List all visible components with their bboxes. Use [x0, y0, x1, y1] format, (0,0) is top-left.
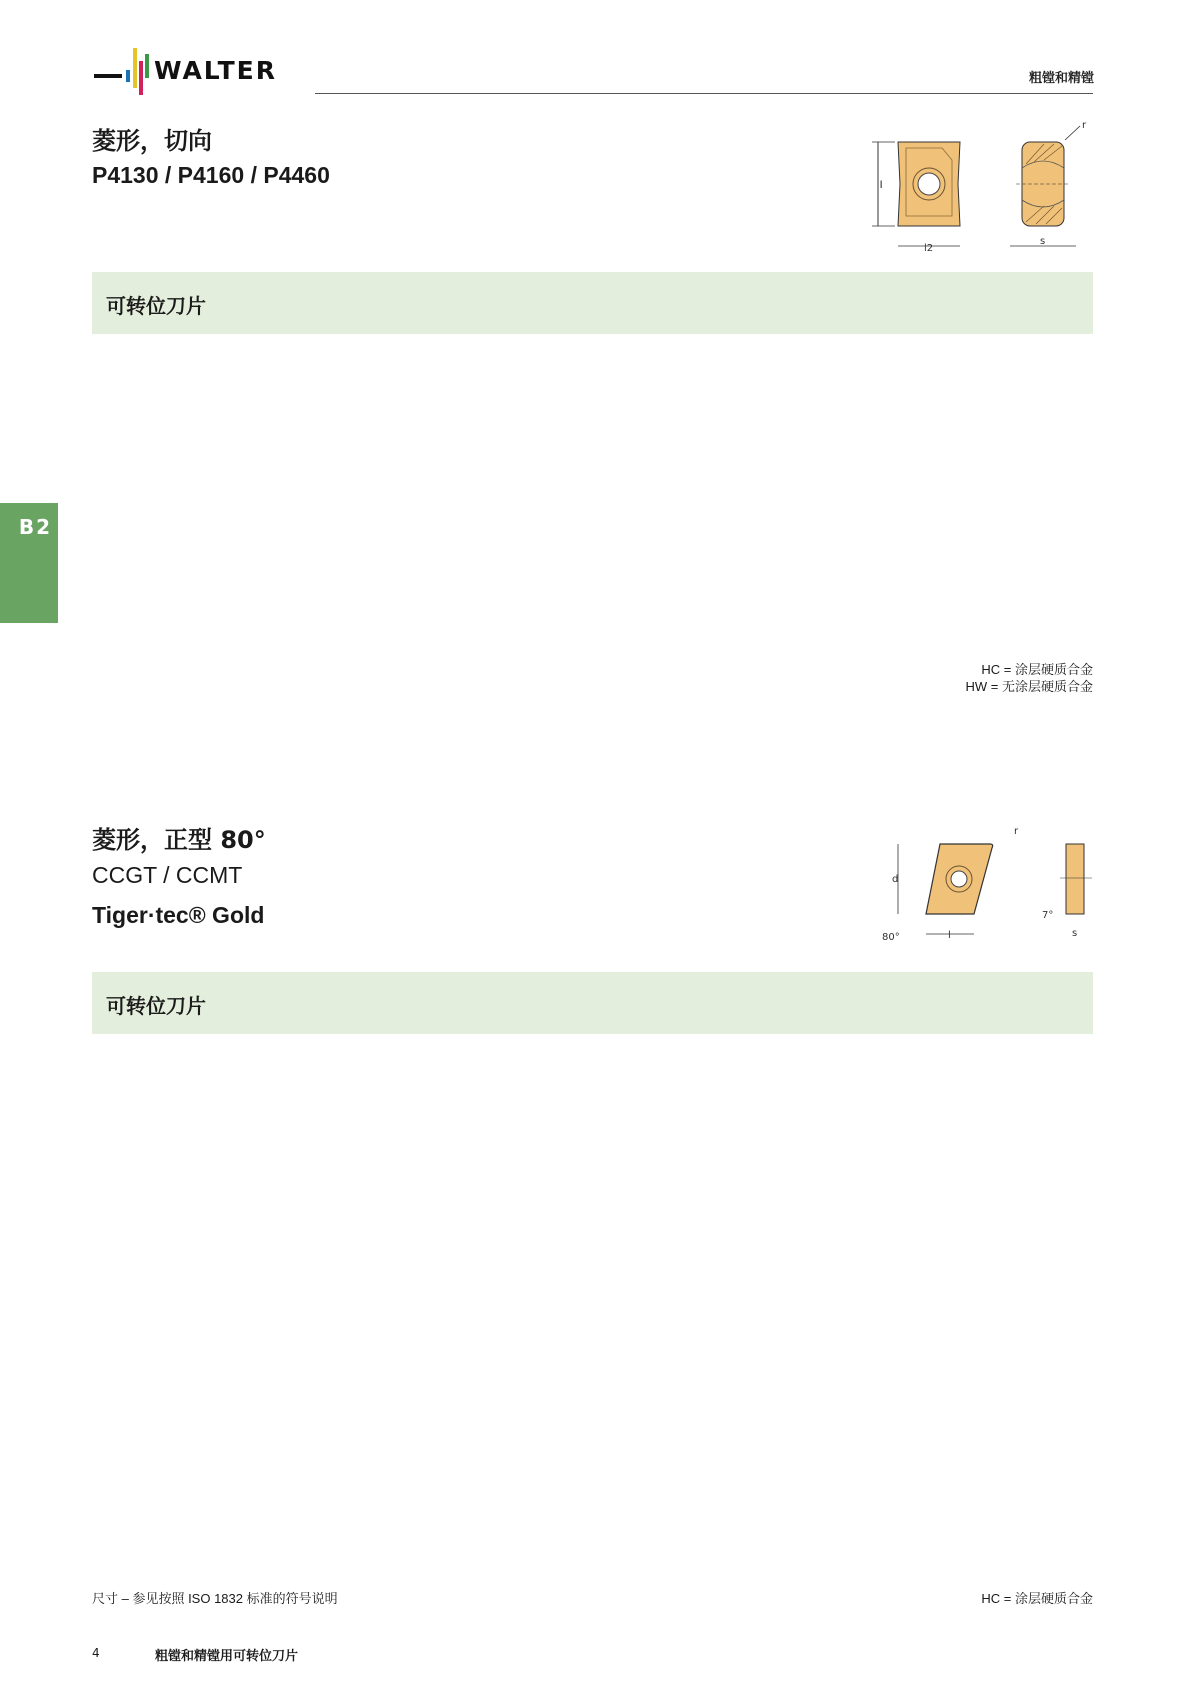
walter-logo	[92, 44, 302, 96]
svg-text:r: r	[1082, 120, 1087, 131]
svg-text:s: s	[1040, 236, 1046, 247]
section1-legend	[966, 661, 1093, 695]
section2-band	[92, 972, 1093, 1034]
section2-title-en: CCGT / CCMT	[92, 862, 243, 888]
svg-text:l: l	[948, 930, 951, 941]
section2-band-label: 可转位刀片	[106, 994, 206, 1018]
header-rule	[315, 93, 1093, 94]
section1-title-cn: 菱形，切向	[92, 127, 212, 155]
svg-text:d: d	[892, 874, 899, 885]
chapter-tab[interactable]	[0, 503, 58, 623]
legend-hw: HW = 无涂层硬质合金	[965, 679, 1093, 694]
svg-text:s: s	[1072, 928, 1078, 939]
inserts-table-2	[92, 1034, 1093, 1586]
section1-title-en: P4130 / P4160 / P4460	[92, 162, 330, 188]
section2-note: 尺寸 – 参见按照 ISO 1832 标准的符号说明	[92, 1591, 338, 1606]
page-number: 4	[92, 1646, 100, 1660]
insert-diagram-tangential	[870, 120, 1100, 255]
insert-diagram-rhombic	[870, 818, 1100, 948]
svg-text:80°: 80°	[882, 932, 900, 943]
legend-hc: HC = 涂层硬质合金	[981, 662, 1093, 677]
section2-title-brand: Tiger·tec® Gold	[92, 902, 265, 928]
svg-text:r: r	[1014, 826, 1019, 837]
svg-text:l: l	[880, 180, 883, 191]
section-label: 粗镗和精镗	[1028, 71, 1094, 86]
section1-band	[92, 272, 1093, 334]
section1-band-label: 可转位刀片	[106, 294, 206, 318]
chapter-tab-label: B2	[18, 515, 52, 539]
svg-text:7°: 7°	[1042, 910, 1054, 921]
footer-title: 粗镗和精镗用可转位刀片	[155, 1649, 299, 1664]
brand-name: WALTER	[154, 56, 277, 85]
section2-legend: HC = 涂层硬质合金	[981, 1591, 1093, 1606]
section2-title-cn: 菱形，正型 80°	[92, 826, 266, 854]
inserts-table-1	[92, 334, 1093, 659]
svg-text:l2: l2	[924, 243, 934, 254]
